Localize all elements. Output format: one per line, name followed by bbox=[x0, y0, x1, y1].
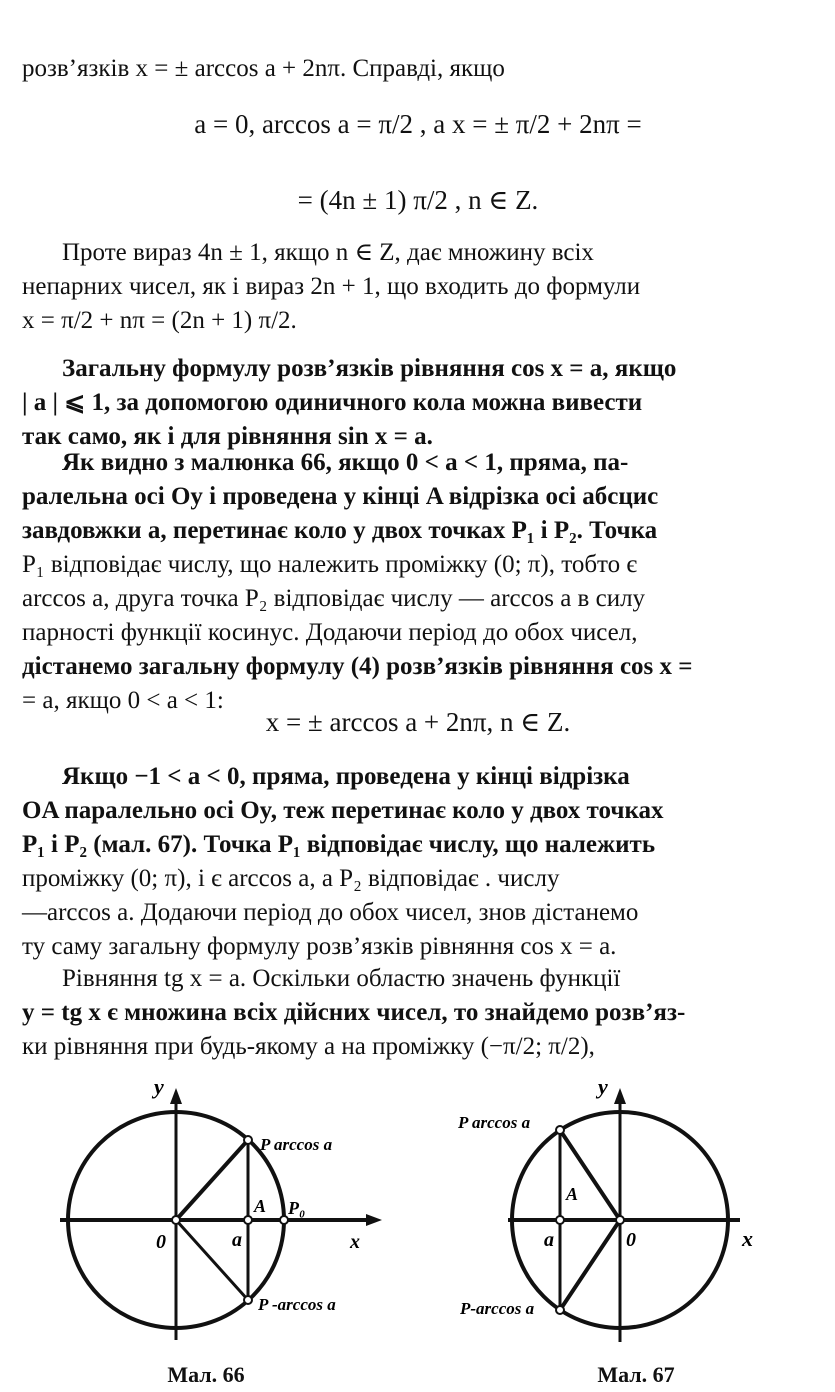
figure-67 bbox=[420, 1070, 820, 1360]
point-origin bbox=[172, 1216, 180, 1224]
text-line: ки рівняння при будь-якому a на проміжку (−π/2; π/2), bbox=[22, 1033, 595, 1060]
lower-point-label: P-arccos a bbox=[460, 1299, 535, 1318]
formula-a: a = 0, arccos a = π/2 , а x = ± π/2 + 2nπ = bbox=[194, 109, 642, 139]
text-line: Якщо −1 < a < 0, пряма, проведена у кінці відрізка bbox=[62, 763, 630, 790]
upper-point-label: P arccos a bbox=[458, 1113, 531, 1132]
text-line: Загальну формулу розв’язків рівняння cos x = a, якщо bbox=[62, 355, 677, 382]
text-line: arccos a, друга точка P₂ відповідає числу — arccos a в силу bbox=[22, 585, 646, 612]
text-line: завдовжки a, перетинає коло у двох точках P₁ і P₂. Точка bbox=[22, 517, 658, 544]
radius-upper bbox=[560, 1130, 620, 1220]
figure-66 bbox=[0, 1070, 400, 1360]
text-line: так само, як і для рівняння sin x = a. bbox=[22, 423, 433, 450]
text-line: | a | ⩽ 1, за допомогою одиничного кола можна вивести bbox=[22, 389, 643, 416]
point-A bbox=[556, 1216, 564, 1224]
caption-fig-67: Мал. 67 bbox=[597, 1362, 675, 1387]
text-line: P₁ відповідає числу, що належить проміжку (0; π), тобто є bbox=[22, 551, 638, 578]
text-line: дістанемо загальну формулу (4) розв’язків рівняння cos x = bbox=[22, 653, 693, 680]
A-label: A bbox=[566, 1184, 579, 1204]
y-label: y bbox=[598, 1074, 608, 1099]
formula-b: = (4n ± 1) π/2 , n ∈ Z. bbox=[297, 185, 539, 215]
radius-upper bbox=[176, 1140, 248, 1220]
point-origin bbox=[616, 1216, 624, 1224]
paragraph-2 bbox=[22, 352, 814, 454]
formula-c: x = ± arccos a + 2nπ, n ∈ Z. bbox=[265, 707, 571, 737]
paragraph-5 bbox=[22, 962, 814, 1064]
A-label: A bbox=[254, 1196, 267, 1216]
text-line: —arccos a. Додаючи період до обох чисел, знов дістанемо bbox=[22, 899, 639, 926]
text-line: непарних чисел, як і вираз 2n + 1, що входить до формули bbox=[22, 273, 641, 300]
text-line: проміжку (0; π), і є arccos a, а P₂ відповідає . числу bbox=[22, 865, 560, 892]
radius-lower bbox=[560, 1220, 620, 1310]
y-axis-arrow-icon bbox=[614, 1088, 626, 1104]
origin-label: 0 bbox=[156, 1231, 166, 1253]
lower-point-label: P -arccos a bbox=[258, 1295, 336, 1314]
text-line: Проте вираз 4n ± 1, якщо n ∈ Z, дає множину всіх bbox=[62, 239, 594, 266]
point-P-upper bbox=[244, 1136, 252, 1144]
P0-label: P₀ bbox=[288, 1198, 306, 1218]
paragraph-3 bbox=[22, 446, 814, 718]
origin-label: 0 bbox=[626, 1229, 636, 1251]
upper-point-label: P arccos a bbox=[260, 1135, 333, 1154]
paragraph-4 bbox=[22, 760, 814, 964]
x-label: x bbox=[350, 1231, 360, 1253]
text-line: ралельна осі Oy і проведена у кінці A відрізка осі абсцис bbox=[22, 483, 659, 510]
text-line: розв’язків x = ± arccos a + 2nπ. Справді, якщо bbox=[22, 55, 505, 82]
y-label: y bbox=[154, 1074, 164, 1099]
point-P-upper bbox=[556, 1126, 564, 1134]
paragraph-1 bbox=[22, 236, 814, 338]
text-line: ту саму загальну формулу розв’язків рівняння cos x = a. bbox=[22, 933, 617, 960]
point-P-lower bbox=[244, 1296, 252, 1304]
a-label: a bbox=[544, 1229, 554, 1251]
point-A bbox=[244, 1216, 252, 1224]
text-line: P₁ і P₂ (мал. 67). Точка P₁ відповідає числу, що належить bbox=[22, 831, 656, 858]
text-line: OA паралельно осі Oy, теж перетинає коло у двох точках bbox=[22, 797, 664, 824]
x-axis-arrow-icon bbox=[366, 1214, 382, 1226]
x-label: x bbox=[742, 1226, 753, 1251]
text-line: Рівняння tg x = a. Оскільки областю значень функції bbox=[62, 965, 621, 992]
y-axis-arrow-icon bbox=[170, 1088, 182, 1104]
point-P0 bbox=[280, 1216, 288, 1224]
text-line: = a, якщо 0 < a < 1: bbox=[22, 687, 224, 714]
point-P-lower bbox=[556, 1306, 564, 1314]
caption-fig-66: Мал. 66 bbox=[167, 1362, 245, 1387]
text-line: x = π/2 + nπ = (2n + 1) π/2. bbox=[22, 307, 297, 334]
a-label: a bbox=[232, 1229, 242, 1251]
text-line: Як видно з малюнка 66, якщо 0 < a < 1, пряма, па- bbox=[62, 449, 629, 476]
text-line: парності функції косинус. Додаючи період до обох чисел, bbox=[22, 619, 638, 646]
text-line-top bbox=[22, 52, 814, 86]
text-line: y = tg x є множина всіх дійсних чисел, то знайдемо розв’яз- bbox=[22, 999, 686, 1026]
